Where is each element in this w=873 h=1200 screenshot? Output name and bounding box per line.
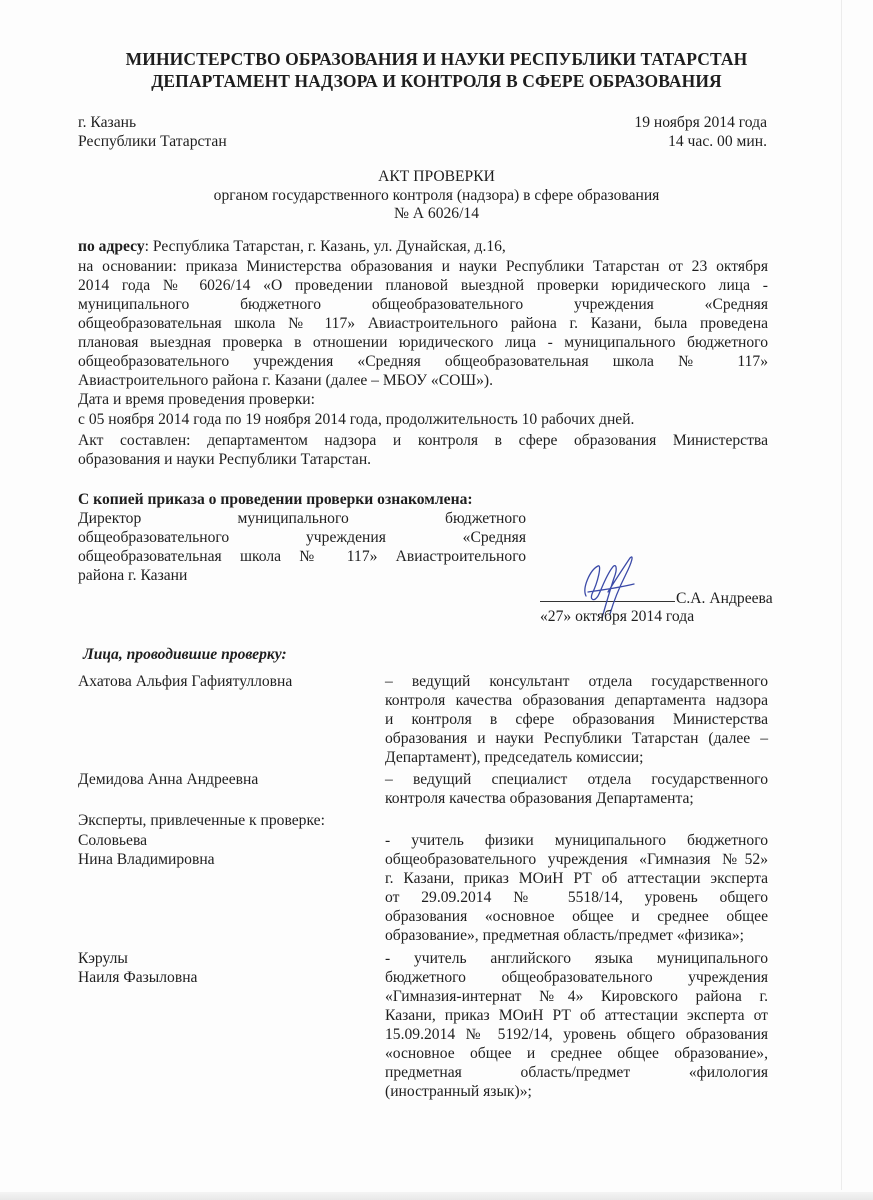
experts-heading: Эксперты, привлеченные к проверке: bbox=[78, 812, 325, 829]
page-edge-bottom bbox=[0, 1192, 873, 1200]
inspector-name: Демидова Анна Андреевна bbox=[78, 771, 259, 788]
inspector-name: Ахатова Альфия Гафиятулловна bbox=[78, 673, 293, 690]
inspectors-heading: Лица, проводившие проверку: bbox=[83, 646, 287, 663]
basis-line: общеобразовательного учреждения «Средняя общеобразовательная школа № 117» bbox=[78, 353, 768, 370]
region: Республики Татарстан bbox=[78, 133, 227, 150]
signer-name: С.А. Андреева bbox=[676, 590, 773, 607]
acknowledgement-line: района г. Казани bbox=[78, 567, 188, 584]
expert-role-line: предметная область/предмет «филология bbox=[385, 1064, 768, 1081]
basis-line: плановая выездная проверка в отношении юридического лица - муниципального бюджетного bbox=[78, 334, 768, 351]
act-title: АКТ ПРОВЕРКИ bbox=[378, 168, 495, 185]
basis-line: муниципального бюджетного общеобразовательного учреждения «Средняя bbox=[78, 296, 768, 313]
inspector-role-line: контроля качества образования департамента надзора bbox=[385, 692, 768, 709]
basis-line: общеобразовательная школа № 117» Авиастроительного района г. Казани, была проведена bbox=[78, 315, 768, 332]
expert-name: Наиля Фазыловна bbox=[78, 969, 198, 986]
expert-name: Кэрулы bbox=[78, 950, 128, 967]
ministry-header: МИНИСТЕРСТВО ОБРАЗОВАНИЯ И НАУКИ РЕСПУБЛИКИ ТАТАРСТАН bbox=[125, 49, 748, 69]
inspector-role-line: – ведущий консультант отдела государственного bbox=[385, 673, 768, 690]
act-time: 14 час. 00 мин. bbox=[668, 133, 767, 150]
inspector-role-line: и контроля в сфере образования Министерства bbox=[385, 711, 768, 728]
expert-role-line: образования «основное общее и среднее общее bbox=[385, 908, 768, 925]
expert-role-line: - учитель физики муниципального бюджетного bbox=[385, 832, 768, 849]
acknowledgement-line: Директор муниципального бюджетного bbox=[78, 510, 526, 527]
expert-role-line: образование», предметная область/предмет «физика»; bbox=[385, 927, 744, 944]
department-header: ДЕПАРТАМЕНТ НАДЗОРА И КОНТРОЛЯ В СФЕРЕ ОБРАЗОВАНИЯ bbox=[151, 71, 722, 91]
acknowledgement-line: общеобразовательная школа № 117» Авиастроительного bbox=[78, 548, 526, 565]
expert-role-line: «Гимназия-интернат №4» Кировского района г. bbox=[385, 988, 768, 1005]
basis-line: Авиастроительного района г. Казани (далее – МБОУ «СОШ»). bbox=[78, 372, 493, 389]
period-value: с 05 ноября 2014 года по 19 ноября 2014 года, продолжительность 10 рабочих дней. bbox=[78, 411, 635, 428]
inspector-role-line: образования и науки Республики Татарстан (далее – bbox=[385, 730, 768, 747]
acknowledgement-line: общеобразовательного учреждения «Средняя bbox=[78, 529, 526, 546]
city: г. Казань bbox=[78, 114, 137, 131]
inspector-role-line: – ведущий специалист отдела государственного bbox=[385, 771, 768, 788]
sign-date: «27» октября 2014 года bbox=[540, 608, 695, 625]
expert-role-line: общеобразовательного учреждения «Гимназия №52» bbox=[385, 851, 768, 868]
expert-role-line: г. Казани, приказ МОиН РТ об аттестации эксперта bbox=[385, 870, 768, 887]
expert-role-line: - учитель английского языка муниципального bbox=[385, 950, 768, 967]
inspector-role-line: контроля качества образования Департамента; bbox=[385, 790, 694, 807]
inspector-role-line: Департамент), председатель комиссии; bbox=[385, 749, 644, 766]
expert-role-line: бюджетного общеобразовательного учреждения bbox=[385, 969, 768, 986]
acknowledgement-heading: С копией приказа о проведении проверки ознакомлена: bbox=[78, 491, 473, 508]
period-label: Дата и время проведения проверки: bbox=[78, 391, 315, 408]
address-line bbox=[78, 238, 506, 256]
address-label: по адресу bbox=[78, 238, 145, 255]
expert-role-line: (иностранный язык)»; bbox=[385, 1083, 532, 1100]
expert-role-line: Казани, приказ МОиН РТ об аттестации эксперта от bbox=[385, 1007, 768, 1024]
composed-line: Акт составлен: департаментом надзора и контроля в сфере образования Министерства bbox=[78, 432, 768, 449]
expert-role-line: 15.09.2014 № 5192/14, уровень общего образования bbox=[385, 1026, 768, 1043]
act-number: № А 6026/14 bbox=[393, 205, 480, 222]
act-date: 19 ноября 2014 года bbox=[634, 114, 767, 131]
expert-name: Нина Владимировна bbox=[78, 851, 215, 868]
expert-role-line: «основное общее и среднее общее образование», bbox=[385, 1045, 768, 1062]
act-subtitle: органом государственного контроля (надзора) в сфере образования bbox=[213, 187, 660, 204]
expert-name: Соловьева bbox=[78, 832, 148, 849]
basis-line: на основании: приказа Министерства образования и науки Республики Татарстан от 23 октября bbox=[78, 258, 768, 275]
address-value: : Республика Татарстан, г. Казань, ул. Дунайская, д.16, bbox=[144, 238, 506, 255]
composed-line: образования и науки Республики Татарстан. bbox=[78, 451, 372, 468]
expert-role-line: от 29.09.2014 № 5518/14, уровень общего bbox=[385, 889, 768, 906]
basis-line: 2014 года № 6026/14 «О проведении плановой выездной проверки юридического лица - bbox=[78, 277, 768, 294]
